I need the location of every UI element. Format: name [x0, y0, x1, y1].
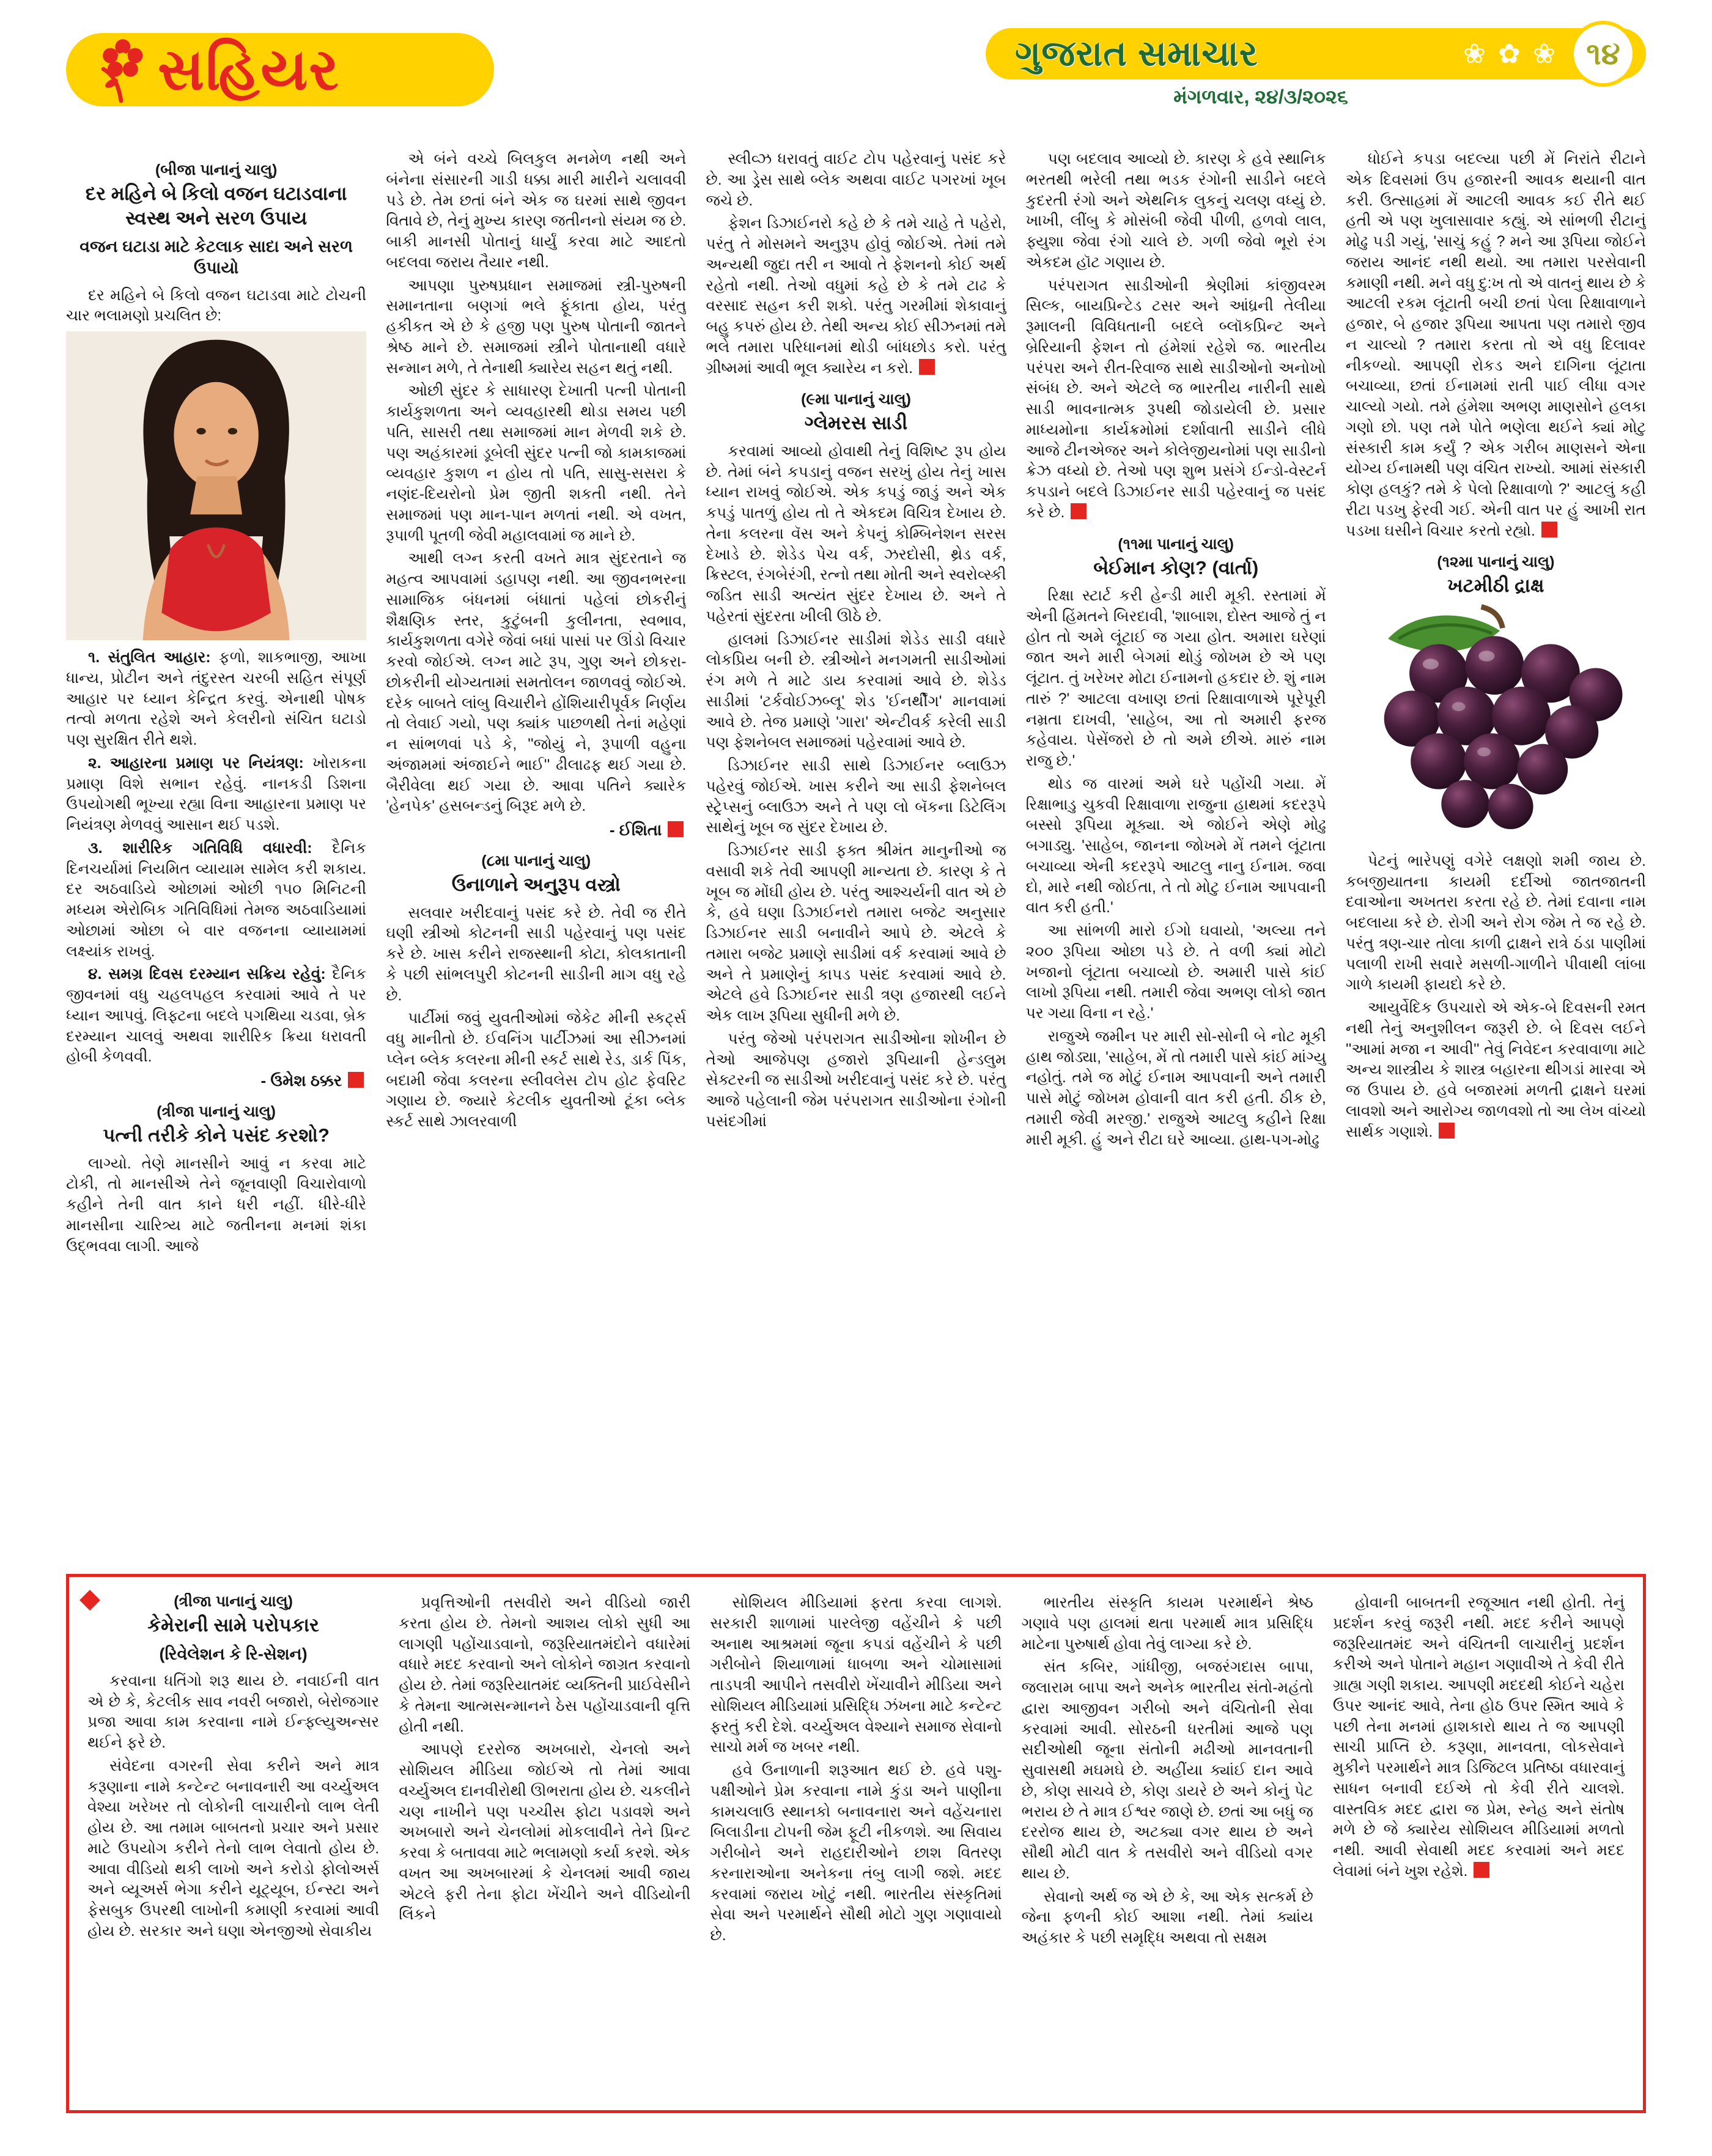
- article-end-marker: [668, 821, 684, 837]
- weight-loss-model-photo: [66, 331, 366, 640]
- article-headline: ખટમીઠી દ્રાક્ષ: [1447, 575, 1544, 597]
- continued-from-kicker: (ત્રીજા પાનાનું ચાલુ): [157, 1103, 276, 1121]
- article-column-4: [1026, 149, 1326, 1556]
- article-paragraph: હાલમાં ડિઝાઈનર સાડીમાં શેડેડ સાડી વધારે લોકપ્રિય બની છે. સ્ત્રીઓને મનગમતી સાડીઓમાં રંગ મળે તે માટે ડાય કરવામાં આવે છે. શેડેડ સાડીમાં 'ટર્કવોઈઝબ્લૂ' શેડ 'ઈનર્થીંગ' માનવામાં આવે છે. તેજ પ્રમાણે 'ગારા' એન્ટીવર્ક કરેલી સાડી પણ ફેશનેબલ સમાજમાં પહેરવામાં આવે છે.: [706, 630, 1006, 751]
- article-paragraph: આ સાંભળી મારો ઈગો ઘવાયો, 'અલ્યા તને ૨૦૦ રૂપિયા ઓછા પડે છે. તે વળી ક્યાં મોટો ખજાનો લૂંટાતા બચાવ્યો છે. અમારી પાસે કાંઈ લાખો રૂપિયા નથી. તમારી જેવા અભણ લોકો જાત પર ગયા વિના ન રહે.': [1025, 922, 1326, 1022]
- article-paragraph: સોશિયલ મીડિયામાં ફરતા કરવા લાગશે. સરકારી શાળામાં પારલેજી વહેંચીને કે પછી અનાથ આશ્રમમાં જૂના કપડાં વહેંચીને કે પછી ગરીબોને શિયાળામાં ધાબળા અને ચોમાસામાં તાડપત્રી આપીને તસવીરો ખેંચાવીને મીડિયા અને સોશિયલ મીડિયામાં પ્રસિદ્ધિ ઝંખના માટે કન્ટેન્ટ ફરતું કરી દેશે. વર્ચ્યુઅલ વેશ્યાને સમાજ સેવાનો સાચો મર્મ જ ખબર નથી.: [710, 1594, 1002, 1756]
- continued-from-kicker: (૧૧મા પાનાનું ચાલુ): [1118, 535, 1234, 553]
- article-paragraph: એ બંને વચ્ચે બિલકુલ મનમેળ નથી અને બંનેના સંસારની ગાડી ધક્કા મારી મારીને ચલાવવી પડે છે. તેમ છતાં બંને એક જ ઘરમાં સાથે જીવન વિતાવે છે, તેનું મુખ્ય કારણ જતીનનો સંયમ જ છે. બાકી માનસી પોતાનું ધાર્યું કરવા માટે આદતો બદલવા જરાય તૈયાર નથી.: [386, 150, 687, 271]
- paragraph-lead: ૨. આહારના પ્રમાણ પર નિયંત્રણ:: [88, 754, 312, 772]
- article-byline: - ઉમેશ ઠક્કર: [66, 1071, 364, 1091]
- article-paragraph: ૩. શારીરિક ગતિવિધિ વધારવી: દૈનિક દિનચર્યામાં નિયમિત વ્યાયામ સામેલ કરી શકાય. દર અઠવાડિયે ઓછામાં ઓછી ૧૫૦ મિનિટની મધ્યમ એરોબિક ગતિવિધિમાં તેમજ અઠવાડિયામાં ઓછામાં ઓછા બે વાર વજનના વ્યાયામમાં લક્ષ્યાંક રાખવું.: [66, 839, 367, 960]
- article-paragraph: સંત કબિર, ગાંધીજી, બજરંગદાસ બાપા, જલારામ બાપા અને અનેક ભારતીય સંતો-મહંતો દ્વારા આજીવન ગરીબો અને વંચિતોની સેવા કરવામાં આવી. સોરઠની ધરતીમાં આજે પણ સદીઓથી જૂના સંતોની મઢીઓ માનવતાની સુવાસથી મઘમઘે છે. અહીંયા ક્યાંઈ દાન આવે છે, કોણ સાચવે છે, કોણ ડાયરે છે અને કોનું પેટ ભરાય છે તે માત્ર ઈશ્વર જાણે છે. છતાં આ બધું જ દરરોજ થાય છે, અટક્યા વગર થાય છે અને સૌથી મોટી વાત કે તસવીરો અને વીડિયો વગર થાય છે.: [1021, 1658, 1313, 1882]
- article-byline: - ઈશિતા: [386, 821, 684, 840]
- article-end-marker: [348, 1072, 364, 1088]
- article-paragraph: રાજુએ જમીન પર મારી સો-સોની બે નોટ મૂકી હાથ જોડ્યા, 'સાહેબ, મેં તો તમારી પાસે કાંઈ માંગ્યુ નહોતું. તમે જ મોટું ઈનામ આપવાની અને તમારી પાસે મોટું જોખમ હોવાની વાત કરી હતી. ઠીક છે, તમારી જેવી મરજી.' રાજુએ આટલુ કહીને રિક્ષા મારી મૂકી. હું અને રીટા ઘરે આવ્યા. હાથ-પગ-મોઢુ: [1025, 1027, 1326, 1148]
- article-paragraph: ફેશન ડિઝાઈનરો કહે છે કે તમે ચાહે તે પહેરો, પરંતુ તે મોસમને અનુરૂપ હોવું જોઈએ. તેમાં તમે અન્યથી જુદા તરી ન આવો તે ફેશનનો કોઈ અર્થ રહેતો નથી. તેઓ વધુમાં કહે છે કે તમે ટાઢ કે વરસાદ સહન કરી શકો. પરંતુ ગરમીમાં શેકાવાનું બહુ કપરું હોય છે. તેથી અન્ય કોઈ સીઝનમાં તમે ભલે તમારા પરિધાનમાં થોડી બાંધછોડ કરો. પરંતુ ગ્રીષ્મમાં આવી ભૂલ ક્યારેય ન કરો.: [706, 215, 1006, 377]
- flower-decoration-icons: ❀ ✿ ❀: [1463, 39, 1558, 69]
- page-header: [66, 28, 1646, 133]
- article-paragraph: સંવેદના વગરની સેવા કરીને અને માત્ર કરૂણાના નામે કન્ટેન્ટ બનાવનારી આ વર્ચ્યુઅલ વેશ્યા ખરેખર તો લોકોની લાચારીનો લાભ લેતી હોય છે. આ તમામ બાબતનો પ્રચાર અને પ્રસાર માટે ઉપયોગ કરીને તેનો લાભ લેવાતો હોય છે. આવા વીડિયો થકી લાખો અને કરોડો ફોલોઅર્સ અને વ્યૂઅર્સ ભેગા કરીને યૂટ્યૂબ, ઈન્સ્ટા અને ફેસબુક ઉપરથી લાખોની કમાણી કરવામાં આવી હોય છે. સરકાર અને ઘણા એનજીઓ સેવાકીય: [87, 1757, 380, 1940]
- paragraph-lead: ૪. સમગ્ર દિવસ દરમ્યાન સક્રિય રહેવું:: [88, 965, 333, 983]
- article-paragraph: ૪. સમગ્ર દિવસ દરમ્યાન સક્રિય રહેવું: દૈનિક જીવનમાં વધુ ચહલપહલ કરવામાં આવે તે પર ધ્યાન આપવું. લિફ્ટના બદલે પગથિયા ચડવા, બ્રેક દરમ્યાન ચાલવું અથવા શારીરિક ક્રિયા ધરાવતી હોબી કેળવવી.: [66, 965, 367, 1066]
- continued-from-kicker: (બીજા પાનાનું ચાલુ): [155, 161, 278, 179]
- article-paragraph: પરંતુ જેઓ પરંપરાગત સાડીઓના શોખીન છે તેઓ આજેપણ હજારો રૂપિયાની હેન્ડલુમ સેક્ટરની જ સાડીઓ ખરીદવાનું પસંદ કરે છે. પરંતુ આજે પહેલાની જેમ પરંપરાગત સાડીઓના રંગોની પસંદગીમાં: [706, 1030, 1006, 1130]
- article-headline: પત્ની તરીકે કોને પસંદ કરશો?: [103, 1124, 330, 1146]
- box-column-4: [1022, 1593, 1313, 2086]
- article-end-marker: [1541, 522, 1557, 537]
- flower-logo-icon: [90, 36, 149, 103]
- grapes-photo: [1346, 604, 1646, 844]
- box-column-2: [399, 1593, 690, 2086]
- continued-from-kicker: (૧૨મા પાનાનું ચાલુ): [1437, 553, 1555, 571]
- main-articles-section: [66, 149, 1646, 1556]
- article-end-marker: [1071, 503, 1087, 519]
- supplement-masthead-band: [66, 33, 494, 106]
- continued-from-kicker: (૮મા પાનાનું ચાલુ): [481, 852, 591, 869]
- article-paragraph: સ્લીવ્ઝ ધરાવતું વાઈટ ટોપ પહેરવાનું પસંદ કરે છે. આ ડ્રેસ સાથે બ્લેક અથવા વાઈટ પગરખાં ખૂબ જચે છે.: [706, 150, 1006, 209]
- boxed-article: [66, 1574, 1646, 2113]
- article-paragraph: આયુર્વેદિક ઉપચારો એ એક-બે દિવસની રમત નથી તેનું અનુશીલન જરૂરી છે. બે દિવસ લઈને ''આમાં મજા ન આવી'' તેવું નિવેદન કરવાવાળા માટે અન્ય શાસ્ત્રીય કે શાસ્ત્ર બહારના થીગડાં મારવા એ જ ઉપાય છે. હવે બજારમાં મળતી દ્રાક્ષને ઘરમાં લાવશો અને આરોગ્ય જાળવશો તો આ લેખ વાંચ્યો સાર્થક ગણાશે.: [1345, 999, 1647, 1140]
- article-paragraph: કરવાના ધતિંગો શરૂ થાય છે. નવાઈની વાત એ છે કે, કેટલીક સાવ નવરી બજારો, બેરોજગાર પ્રજા આવા કામ કરવાના નામે ઈન્ફ્લ્યુઅન્સર થઈને ફરે છે.: [87, 1672, 380, 1752]
- article-paragraph: ઓછી સુંદર કે સાધારણ દેખાતી પત્ની પોતાની કાર્યકુશળતા અને વ્યવહારથી થોડા સમય પછી પતિ, સાસરી તથા સમાજમાં માન મેળવી શકે છે. પણ અહંકારમાં ડૂબેલી સુંદર પત્ની જો કામકાજમાં વ્યવહાર કુશળ ન હોય તો પતિ, સાસુ-સસરા કે નણંદ-દિયરોનો પ્રેમ જીતી શકતી નથી. તેને સમાજમાં પણ માન-પાન મળતાં નથી. એ વખત, રૂપાળી પૂતળી જેવી મહાલવામાં જ માને છે.: [386, 382, 687, 544]
- article-headline: ગ્લેમરસ સાડી: [804, 412, 908, 434]
- article-paragraph: આપણા પુરુષપ્રધાન સમાજમાં સ્ત્રી-પુરુષની સમાનતાના બણગાં ભલે ફૂંકાતા હોય, પરંતુ હકીકત એ છે કે હજી પણ પુરુષ પોતાની જાતને શ્રેષ્ઠ માને છે. સમાજમાં સ્ત્રીને પોતાનાથી વધારે સન્માન મળે, તે તેનાથી ક્યારેય સહન થતું નથી.: [386, 276, 687, 377]
- article-subheading: (રિવેલેશન કે રિ-સેશન): [159, 1644, 308, 1663]
- article-paragraph: થોડ જ વારમાં અમે ઘરે પહોંચી ગયા. મેં રિક્ષાભાડુ ચુકવી રિક્ષાવાળા રાજુના હાથમાં કદરરૂપે બસ્સો રૂપિયા મૂક્યા. એ જોઈને એણે મોઢુ બગાડ્યુ. 'સાહેબ, જાનના જોખમે મેં તમને લૂંટાતા બચાવ્યા એની કદરરૂપે આટલુ નાનુ ઈનામ. જવા દો, મારે નથી જોઈતા, તે તો મોટુ ઈનામ આપવાની વાત કરી હતી.': [1025, 775, 1326, 917]
- article-paragraph: ડિઝાઈનર સાડી સાથે ડિઝાઈનર બ્લાઉઝ પહેરવું જોઈએ. ખાસ કરીને આ સાડી ફેશનેબલ સ્ટ્રેપ્સનું બ્લાઉઝ અને તે પણ લો બૅકના ડિટેલિંગ સાથેનું ખૂબ જ સુંદર દેખાય છે.: [706, 757, 1006, 836]
- article-end-marker: [919, 359, 935, 375]
- article-paragraph: દર મહિને બે કિલો વજન ઘટાડવા માટે ટોચની ચાર ભલામણો પ્રચલિત છે:: [66, 286, 367, 325]
- article-column-2: [386, 149, 686, 1556]
- article-paragraph: ડિઝાઈનર સાડી ફક્ત શ્રીમંત માનુનીઓ જ વસાવી શકે તેવી આપણી માન્યતા છે. કારણ કે તે ખૂબ જ મોંઘી હોય છે. પરંતુ આશ્ચર્યની વાત એ છે કે, હવે ઘણા ડિઝાઈનરો તમારા બજેટ અનુસાર ડિઝાઈનર સાડી બનાવીને આપે છે. એટલે કે તમારા બજેટ પ્રમાણે સાડીમાં વર્ક કરવામાં આવે છે અને તે પ્રમાણેનું કાપડ પસંદ કરવામાં આવે છે. એટલે હવે ડિઝાઈનર સાડી ત્રણ હજારથી લઈને એક લાખ રૂપિયા સુધીની મળે છે.: [706, 842, 1006, 1025]
- article-column-1: [66, 149, 366, 1556]
- article-column-5: [1346, 149, 1646, 1556]
- newspaper-masthead: [986, 28, 1646, 109]
- box-column-5: [1333, 1593, 1625, 2086]
- article-column-3: [706, 149, 1006, 1556]
- page-number: ૧૪: [1586, 36, 1620, 71]
- paragraph-lead: ૧. સંતુલિત આહાર:: [88, 649, 219, 666]
- page-number-badge: [1574, 24, 1633, 83]
- article-paragraph: ૨. આહારના પ્રમાણ પર નિયંત્રણ: ખોરાકના પ્રમાણ વિશે સભાન રહેવું. નાનકડી ડિશના ઉપયોગથી ભૂખ્યા રહ્યા વિના આહારના પ્રમાણ પર નિયંત્રણ મેળવવું આસાન થઈ પડશે.: [66, 754, 367, 834]
- article-paragraph: પરંપરાગત સાડીઓની શ્રેણીમાં કાંજીવરમ સિલ્ક, બાયપ્રિન્ટેડ ટસર અને આંધ્રની તેલીયા રૂમાલની વિવિધતાની બદલે બ્લૉકપ્રિન્ટ અને બ્રેરિયાની ફેશન તો હંમેશાં રહેશે જ. ભારતીય પરંપરા અને રીત-રિવાજ સાથે સાડીઓનો અનોખો સંબંધ છે. અને એટલે જ ભારતીય નારીની સાથે સાડી ભાવનાત્મક રૂપથી જોડાયેલી છે. પ્રસાર માધ્યમોના કાર્યક્રમોમાં દર્શાવાતી સાડીને લીધે આજે ટીનએજર અને કોલેજીયનોમાં પણ સાડીનો ક્રેઝ વધ્યો છે. તેઓ પણ શુભ પ્રસંગે ઈન્ડો-વેસ્ટર્ન કપડાને બદલે ડિઝાઈનર સાડી પહેરવાનું જ પસંદ કરે છે.: [1025, 276, 1326, 521]
- article-headline: ઉનાળાને અનુરૂપ વસ્ત્રો: [451, 874, 621, 895]
- masthead-band: [986, 28, 1646, 79]
- article-paragraph: હોવાની બાબતની રજૂઆત નથી હોતી. તેનું પ્રદર્શન કરવું જરૂરી નથી. મદદ કરીને આપણે જરૂરિયાતમંદ અને વંચિતની લાચારીનું પ્રદર્શન કરીએ અને પોતાને મહાન ગણાવીએ તે કેવી રીતે ગ્રાહ્ય ગણી શકાય. આપણી મદદથી કોઈને ચહેરા ઉપર આનંદ આવે, તેના હોઠ ઉપર સ્મિત આવે કે પછી તેના મનમાં હાશકારો થાય તે જ આપણી સાચી પ્રાપ્તિ છે. કરૂણા, માનવતા, લોકસેવાને મુકીને પરમાર્થને માત્ર ડિજિટલ પ્રતિષ્ઠા વધારવાનું સાધન બનાવી દઈએ તો કેવી રીતે ચાલશે. વાસ્તવિક મદદ દ્વારા જ પ્રેમ, સ્નેહ અને સંતોષ મળે છે જે ક્યારેય સોશિયલ મીડિયામાં મળતો નથી. આવી સેવાથી મદદ કરવામાં અને મદદ લેવામાં બંને ખુશ રહેશે.: [1332, 1594, 1625, 1880]
- article-paragraph: આથી લગ્ન કરતી વખતે માત્ર સુંદરતાને જ મહત્વ આપવામાં ડહાપણ નથી. આ જીવનભરના સામાજિક બંધનમાં બંધાતાં પહેલાં છોકરીનું શૈક્ષણિક સ્તર, કુટુંબની કુલીનતા, સ્વભાવ, કાર્યકુશળતા વગેરે જેવાં બધાં પાસાં પર ઊંડો વિચાર કરવો જોઈએ. લગ્ન માટે રૂપ, ગુણ અને છોકરા-છોકરીની યોગ્યતામાં સમતોલન જાળવવું જોઈએ. દરેક બાબતે લાંબુ વિચારીને હોંશિયારીપૂર્વક નિર્ણય તો લેવાઈ ગયો, પણ ક્યાંક પાછળથી તેનાં મહેણાં ન સાંભળવાં પડે કે, ''જોયું ને, રૂપાળી વહુના અંજામમાં અંજાઈને ભાઈ'' ઢીલાઢફ થઈ ગયા છે. બૈરીવેલા થઈ ગયા છે. આવા પતિને ક્યારેક 'હેનપેક' હસબન્ડનું બિરૂદ મળે છે.: [386, 550, 687, 815]
- article-paragraph: પેટનું ભારેપણું વગેરે લક્ષણો શમી જાય છે. કબજીયાતના કાયમી દર્દીઓ જાતજાતની દવાઓના અખતરા કરતા રહે છે. તેમાં દવાના નામ બદલાયા કરે છે. રોગી અને રોગ જેમ તે જ રહે છે. પરંતુ ત્રણ-ચાર તોલા કાળી દ્રાક્ષને રાત્રે ઠંડા પાણીમાં પલાળી રાખી સવારે મસળી-ગાળીને પીવાથી લાંબા ગાળે કાયમી ફાયદો કરે છે.: [1345, 852, 1647, 994]
- article-headline: કેમેરાની સામે પરોપકાર: [147, 1614, 319, 1636]
- article-paragraph: ધોઈને કપડા બદલ્યા પછી મેં નિરાંતે રીટાને એક દિવસમાં ઉપ હજારની આવક થયાની વાત કરી. ઉત્સાહમાં મેં આટલી આવક કઈ રીતે થઈ હતી એ પણ ખુલાસાવાર કહ્યું. એ સાંભળી રીટાનું મોઢુ પડી ગયું, 'સાચું કહું ? મને આ રૂપિયા જોઈને જરાય આનંદ નથી થયો. આ તમારા પરસેવાની કમાણી નથી. મને વધુ દુ:ખ તો એ વાતનું થાય છે કે આટલી રકમ લૂંટાતી બચી છતાં પેલા રિક્ષાવાળાને હજાર, બે હજાર રૂપિયા આપતા પણ તમારો જીવ ન ચાલ્યો ? તમારા કરતા તો એ વધુ દિલાવર નીકળ્યો. આપણી રોકડ અને દાગિના લૂંટાતા બચાવ્યા, છતાં ઈનામમાં રાતી પાઈ લીધા વગર ચાલ્યો ગયો. તમે હંમેશા અભણ માણસોને હલકા ગણો છો. પણ તમે પોતે ભણેલા થઈને ક્યાં મોટુ સંસ્કારી કામ કર્યું ? એક ગરીબ માણસને એના યોગ્ય ઈનામથી પણ વંચિત રાખ્યો. આમાં સંસ્કારી કોણ હલકું? તમે કે પેલો રિક્ષાવાળો ?' આટલું કહી રીટા પડખુ ફેરવી ગઈ. એની વાત પર હું આખી રાત પડખા ઘસીને વિચાર કરતો રહ્યો.: [1345, 150, 1647, 539]
- article-paragraph: ભારતીય સંસ્કૃતિ કાયમ પરમાર્થને શ્રેષ્ઠ ગણાવે પણ હાલમાં થતા પરમાર્થ માત્ર પ્રસિદ્ધિ માટેના પુરુષાર્થ હોવા તેવું લાગ્યા કરે છે.: [1021, 1594, 1313, 1653]
- article-headline: દર મહિને બે કિલો વજન ઘટાડવાના સ્વસ્થ અને સરળ ઉપાય: [85, 183, 347, 229]
- paragraph-lead: ૩. શારીરિક ગતિવિધિ વધારવી:: [88, 839, 333, 857]
- box-column-3: [710, 1593, 1002, 2086]
- article-paragraph: પાર્ટીમાં જવું યુવતીઓમાં જેકેટ મીની સ્કર્ટ્સ વધુ માનીતો છે. ઈવનિંગ પાર્ટીઝમાં આ સીઝનમાં પ્લેન બ્લેક કલરના મીની સ્કર્ટ સાથે રેડ, ડાર્ક પિંક, બદામી જેવા કલરના સ્લીવલેસ ટોપ હોટ ફેવરિટ ગણાય છે. જ્યારે કેટલીક યુવતીઓ ટૂંકા બ્લેક સ્કર્ટ સાથે ઝાલરવાળી: [386, 1010, 687, 1131]
- newspaper-title: ગુજરાત સમાચાર: [1015, 34, 1258, 73]
- continued-from-kicker: (૯મા પાનાનું ચાલુ): [801, 391, 911, 408]
- article-end-marker: [1439, 1123, 1455, 1139]
- supplement-title: સહિયર: [158, 37, 340, 102]
- article-paragraph: હવે ઉનાળાની શરૂઆત થઈ છે. હવે પશુ-પક્ષીઓને પ્રેમ કરવાના નામે કુંડા અને પાણીના કામચલાઉ સ્થાનકો બનાવનારા અને વહેંચનારા બિલાડીના ટોપની જેમ ફૂટી નીકળશે. આ સિવાય ગરીબોને અને રાહદારીઓને છાશ વિતરણ કરનારાઓના અનેકના તંબુ લાગી જશે. મદદ કરવામાં જરાય ખોટું નથી. ભારતીય સંસ્કૃતિમાં સેવા અને પરમાર્થને સૌથી મોટો ગુણ ગણાવાયો છે.: [710, 1762, 1002, 1944]
- box-column-1: [87, 1593, 379, 2086]
- article-end-marker: [1474, 1862, 1489, 1878]
- dateline: મંગળવાર, ૨૪/૩/૨૦૨૬: [1173, 86, 1348, 108]
- article-paragraph: લાગ્યો. તેણે માનસીને આવું ન કરવા માટે ટોકી, તો માનસીએ તેને જૂનવાણી વિચારોવાળો કહીને તેની વાત કાને ધરી નહીં. ધીરે-ધીરે માનસીના ચારિત્ર્ય માટે જતીનના મનમાં શંકા ઉદ્ભવવા લાગી. આજે: [66, 1154, 367, 1255]
- continued-from-kicker: (ત્રીજા પાનાનું ચાલુ): [174, 1593, 293, 1610]
- article-paragraph: કરવામાં આવ્યો હોવાથી તેનું વિશિષ્ટ રૂપ હોય છે. તેમાં બંને કપડાનું વજન સરખું હોય તેનું ખાસ ધ્યાન રાખવું જોઈએ. એક કપડું જાડું અને એક કપડું પાતળું હોય તો તે એકદમ વિચિત્ર દેખાય છે. તેના કલરના વૅસ અને કેપનું કોમ્બિનેશન સરસ દેખાડે છે. શેડેડ પેચ વર્ક, ઝરદોસી, થ્રેડ વર્ક, ક્રિસ્ટલ, રંગબેરંગી, રત્નો તથા મોતી અને સ્વરોવ્સ્કી જડિત સાડી અત્યંત સુંદર દેખાય છે. અને તે પહેરતાં સુંદરતા ખીલી ઊઠે છે.: [706, 442, 1006, 625]
- article-subheading: વજન ઘટાડા માટે કેટલાક સાદા અને સરળ ઉપાયો: [79, 237, 353, 278]
- article-paragraph: ૧. સંતુલિત આહાર: ફળો, શાકભાજી, આખા ધાન્ય, પ્રોટીન અને તંદુરસ્ત ચરબી સહિત સંપૂર્ણ આહાર પર ધ્યાન કેન્દ્રિત કરવું. એનાથી પોષક તત્વો મળતા રહેશે અને કેલરીનો સંચિત ઘટાડો પણ સુરક્ષિત રીતે થશે.: [66, 649, 367, 749]
- article-paragraph: પ્રવૃત્તિઓની તસવીરો અને વીડિયો જારી કરતા હોય છે. તેમનો આશય લોકો સુધી આ લાગણી પહોંચાડવાનો, જરૂરિયાતમંદોને વધારેમાં વધારે મદદ કરવાનો અને લોકોને જાગ્રત કરવાનો હોય છે. તેમાં જરૂરિયાતમંદ વ્યક્તિની પ્રાઈવેસીને કે તેમના આત્મસન્માનને ઠેસ પહોંચાડવાની વૃત્તિ હોતી નથી.: [399, 1594, 691, 1735]
- article-headline: બેઈમાન કોણ? (વાર્તા): [1093, 556, 1259, 578]
- article-paragraph: પણ બદલાવ આવ્યો છે. કારણ કે હવે સ્થાનિક ભરતથી ભરેલી તથા ભડક રંગોની સાડીને બદલે કુદરતી રંગો અને એથનિક લુકનું ચલણ વધ્યું છે. ખાખી, લીંબુ કે મોસંબી જેવી પીળી, હળવો લાલ, ફ્યુશા જેવા રંગો ચાલે છે. ગળી જેવો ભૂરો રંગ એકદમ હૉટ ગણાય છે.: [1025, 150, 1326, 271]
- article-paragraph: રિક્ષા સ્ટાર્ટ કરી હેન્ડી મારી મૂકી. રસ્તામાં મેં એની હિંમતને બિરદાવી, 'શાબાશ, દોસ્ત આજે તું ન હોત તો અમે લૂંટાઈ જ ગયા હોત. અમારા ઘરેણાં જાત અને મારી બેગમાં થોડું જોખમ છે એ પણ લૂંટાત. તું ખરેખર મોટા ઈનામનો હકદાર છે. શું નામ તારું ?' આટલા વખાણ છતાં રિક્ષાવાળાએ પૂરેપૂરી નમ્રતા દાખવી, 'સાહેબ, આ તો અમારી ફરજ કહેવાય. પેસેંજરો છે તો અમે છીએ. મારું નામ રાજુ છે.': [1025, 587, 1326, 770]
- article-paragraph: સેવાનો અર્થ જ એ છે કે, આ એક સત્કર્મ છે જેના ફળની કોઈ આશા નથી. તેમાં ક્યાંય અહંકાર કે પછી સમૃદ્ધિ અથવા તો સક્ષમ: [1021, 1888, 1313, 1946]
- article-paragraph: આપણે દરરોજ અખબારો, ચેનલો અને સોશિયલ મીડિયા જોઈએ તો તેમાં આવા વર્ચ્યુઅલ દાનવીરોથી ઊભરાતા હોય છે. ચકલીને ચણ નાખીને પણ પચ્ચીસ ફોટા પડાવશે અને અખબારો અને ચેનલોમાં મોકલાવીને તેને પ્રિન્ટ કરવા કે બતાવવા માટે ભલામણો કર્યા કરશે. એક વખત આ અખબારમાં કે ચેનલમાં આવી જાય એટલે ફરી તેના ફોટા ખેંચીને અને વીડિયોની લિંકને: [399, 1741, 691, 1924]
- article-paragraph: સલવાર ખરીદવાનું પસંદ કરે છે. તેવી જ રીતે ઘણી સ્ત્રીઓ કોટનની સાડી પહેરવાનું પણ પસંદ કરે છે. ખાસ કરીને રાજસ્થાની કોટા, કોલકાતાની કે પછી સાંભલપુરી કોટનની સાડીની માગ વધુ રહે છે.: [386, 904, 687, 1004]
